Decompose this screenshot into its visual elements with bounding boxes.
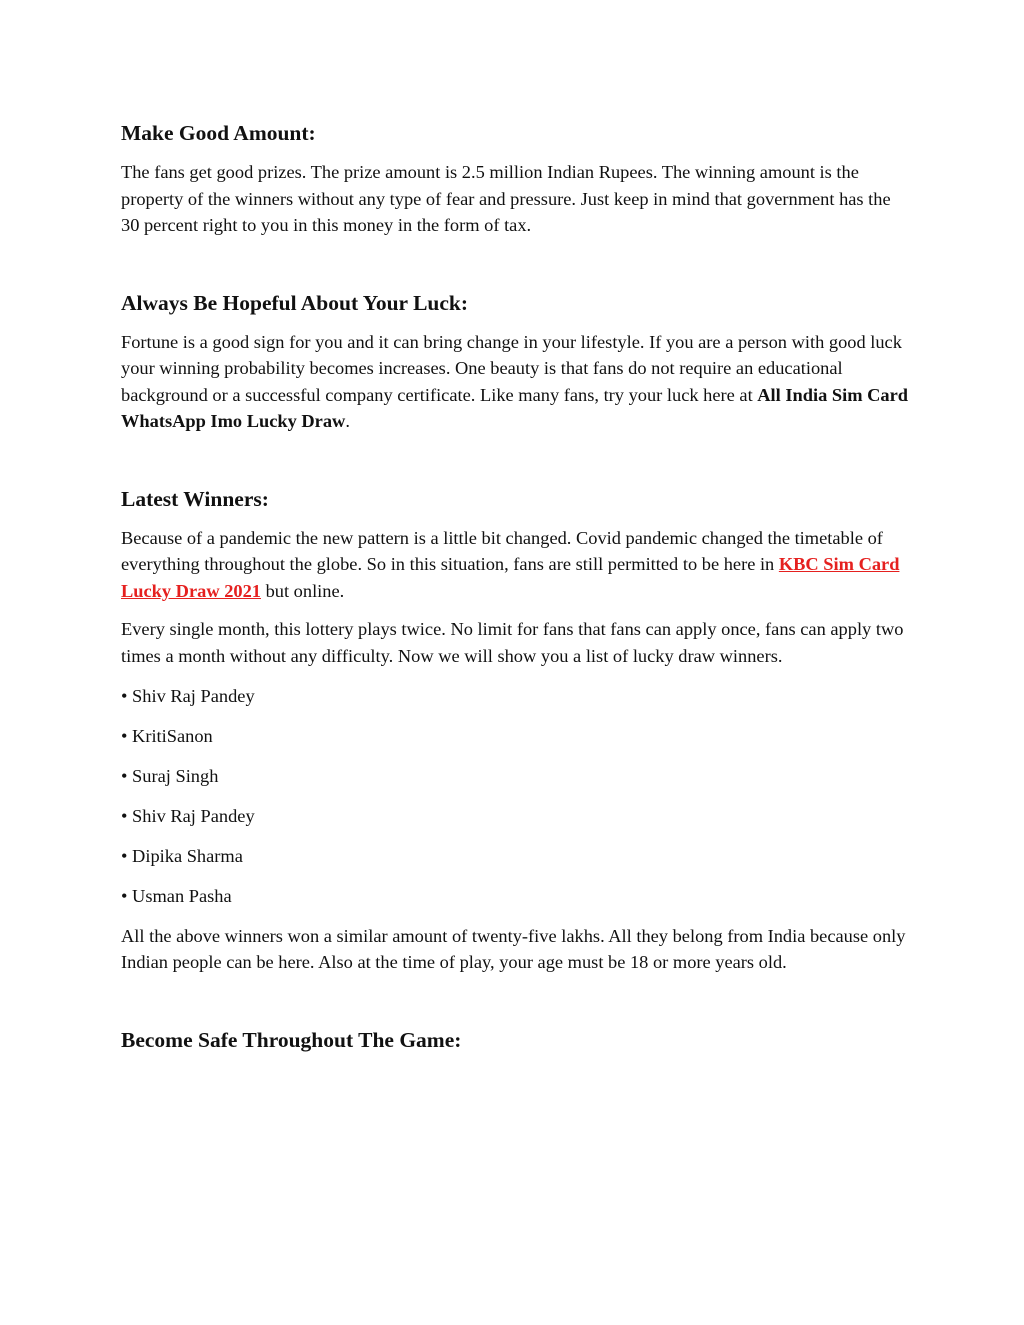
paragraph-monthly-plays: Every single month, this lottery plays twice. No limit for fans that fans can apply once, fans can apply two times a month without any difficulty. Now we will show you a list of lucky draw winners. [121, 619, 904, 666]
heading-make-good-amount: Make Good Amount: [121, 121, 316, 145]
list-item: • KritiSanon [121, 723, 911, 750]
paragraph-pandemic-end: but online. [260, 580, 345, 601]
paragraph-fortune [121, 329, 911, 435]
list-item: • Shiv Raj Pandey [121, 683, 911, 710]
paragraph-winners-summary: All the above winners won a similar amount of twenty-five lakhs. All they belong from India because only Indian people can be here. Also at the time of play, your age must be 18 or more years old. [121, 925, 906, 972]
paragraph-prize-amount: The fans get good prizes. The prize amount is 2.5 million Indian Rupees. The winning amount is the property of the winners without any type of fear and pressure. Just keep in mind that government has the 30 percent right to you in this money in the form of tax. [121, 162, 891, 235]
list-item: • Usman Pasha [121, 883, 911, 910]
heading-become-safe: Become Safe Throughout The Game: [121, 1027, 462, 1052]
list-item: • Shiv Raj Pandey [121, 803, 911, 830]
heading-hopeful-luck: Always Be Hopeful About Your Luck: [121, 290, 469, 315]
winners-list [121, 683, 911, 910]
paragraph-pandemic-text: Because of a pandemic the new pattern is a little bit changed. Covid pandemic changed the timetable of everything throughout the globe. So in this situation, fans are still permitted to be here in [121, 527, 883, 574]
document-body [121, 118, 911, 1055]
heading-latest-winners: Latest Winners: [121, 486, 269, 511]
list-item: • Dipika Sharma [121, 843, 911, 870]
paragraph-pandemic [121, 525, 911, 605]
paragraph-fortune-text: Fortune is a good sign for you and it can bring change in your lifestyle. If you are a person with good luck your winning probability becomes increases. One beauty is that fans do not require an educational background or a successful company certificate. Like many fans, try your luck here at [121, 331, 902, 405]
paragraph-fortune-end: . [345, 411, 350, 431]
list-item: • Suraj Singh [121, 763, 911, 790]
kbc-lucky-draw-link[interactable]: KBC Sim Card Lucky Draw 2021 [121, 554, 900, 601]
bold-lucky-draw-name: All India Sim Card WhatsApp Imo Lucky Draw [121, 384, 909, 431]
